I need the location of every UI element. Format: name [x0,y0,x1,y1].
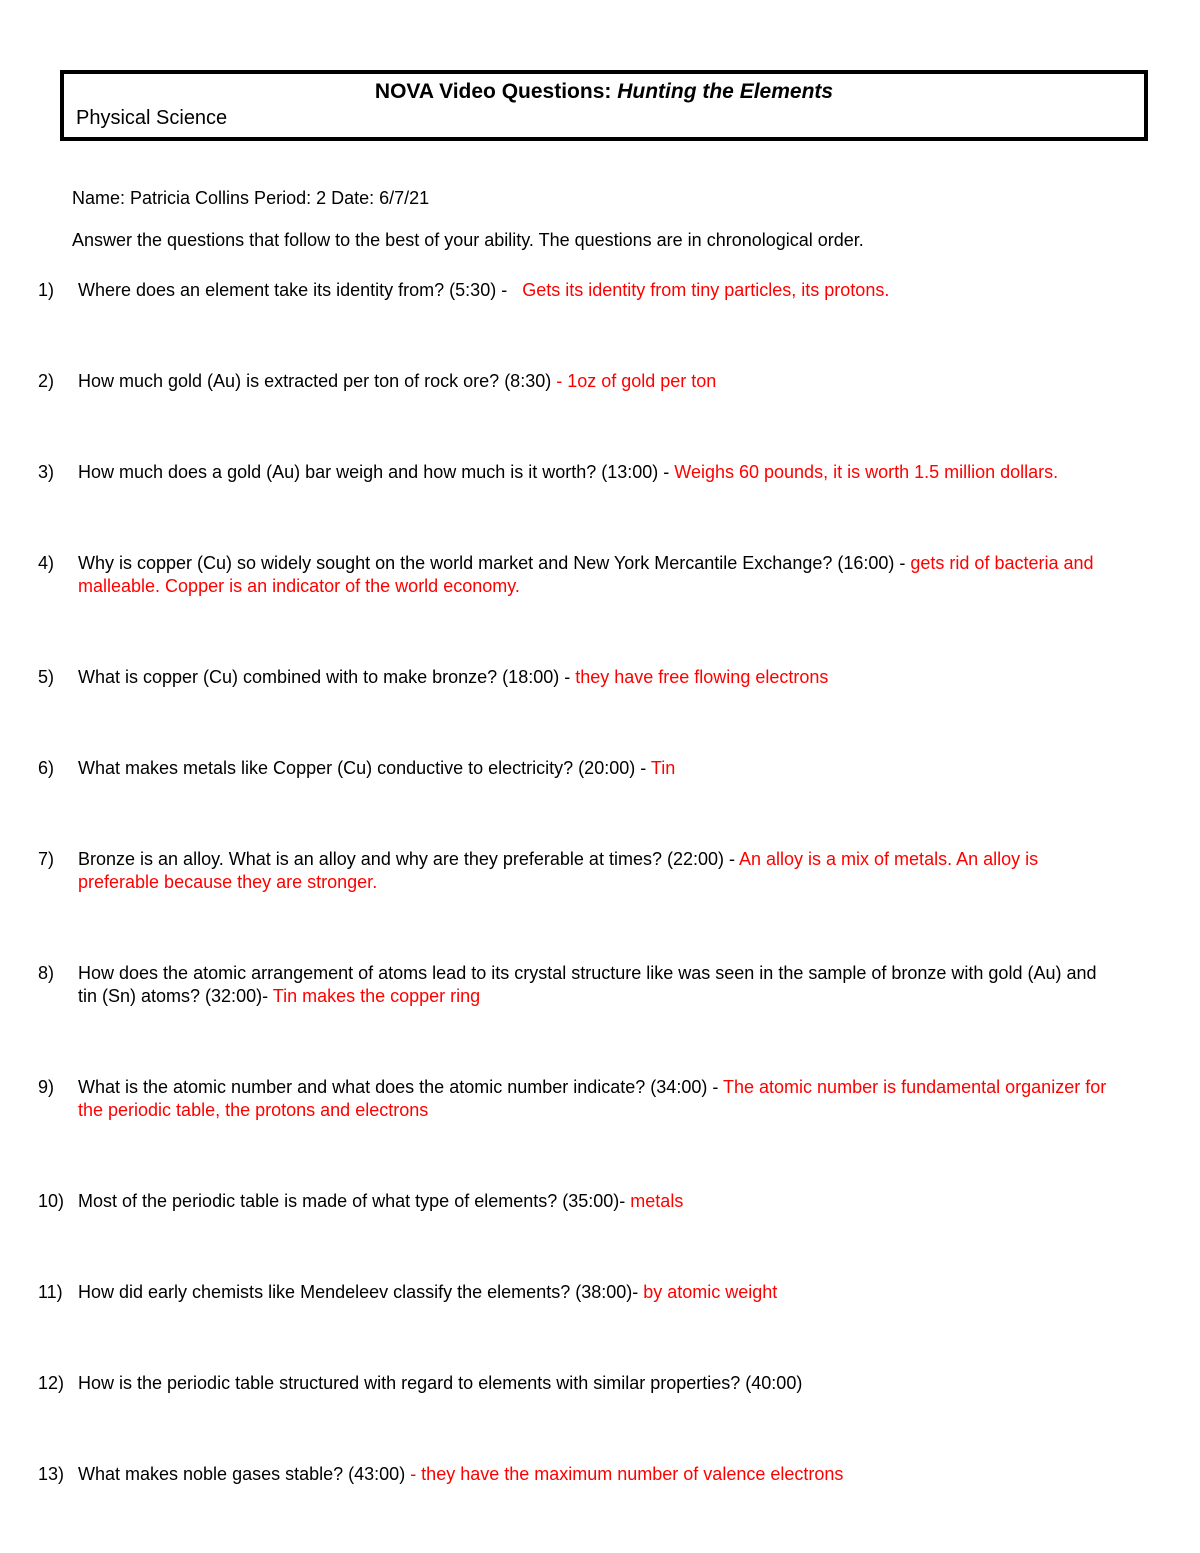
question-number: 5) [38,667,55,687]
question-number: 6) [38,758,55,778]
question-item-12 [38,1372,1115,1395]
question-number: 4) [38,553,55,573]
question-list [0,279,1200,1486]
answer-text: - 1oz of gold per ton [556,371,717,391]
question-number: 12) [38,1373,65,1393]
question-text: Most of the periodic table is made of what type of elements? (35:00)- [78,1191,631,1211]
question-number: 3) [38,462,55,482]
question-number: 10) [38,1191,65,1211]
question-item-4 [38,552,1115,598]
question-text: Where does an element take its identity from? (5:30) - [78,280,523,300]
question-body [78,1076,1115,1122]
question-item-1 [38,279,1115,302]
document-title [76,78,1132,105]
question-text: How does the atomic arrangement of atoms lead to its crystal structure like was seen in the sample of bronze with gold (Au) and tin (Sn) atoms? (32:00)- [78,963,1102,1006]
question-text: What makes metals like Copper (Cu) conductive to electricity? (20:00) - [78,758,651,778]
header-box [60,70,1148,141]
instructions-text: Answer the questions that follow to the best of your ability. The questions are in chronological order. [72,230,864,250]
answer-text: Tin [650,758,676,778]
answer-text: Tin makes the copper ring [272,986,481,1006]
title-prefix: NOVA Video Questions: [374,80,618,103]
name-date-line: Name: Patricia Collins Period: 2 Date: 6/7/21 [72,188,430,208]
answer-text: by atomic weight [643,1282,778,1302]
question-number: 2) [38,371,55,391]
question-item-11 [38,1281,1115,1304]
question-item-3 [38,461,1115,484]
question-item-8 [38,962,1115,1008]
question-item-7 [38,848,1115,894]
question-number: 7) [38,849,55,869]
question-body [78,1190,1115,1213]
question-item-10 [38,1190,1115,1213]
question-text: How did early chemists like Mendeleev classify the elements? (38:00)- [78,1282,644,1302]
question-number: 9) [38,1077,55,1097]
question-text: What is copper (Cu) combined with to make bronze? (18:00) - [78,667,576,687]
question-text: How is the periodic table structured with regard to elements with similar properties? (40:00) [78,1373,803,1393]
question-number: 13) [38,1464,65,1484]
answer-text: Weighs 60 pounds, it is worth 1.5 million dollars. [674,462,1059,482]
question-text: Why is copper (Cu) so widely sought on the world market and New York Mercantile Exchange? (16:00) - [78,553,911,573]
question-body [78,279,1115,302]
answer-text: metals [630,1191,684,1211]
question-item-5 [38,666,1115,689]
question-body [78,1463,1115,1486]
question-body [78,370,1115,393]
question-text: What is the atomic number and what does the atomic number indicate? (34:00) - [78,1077,724,1097]
question-body [78,1372,1115,1395]
course-name: Physical Science [76,107,228,129]
question-body [78,666,1115,689]
question-text: How much does a gold (Au) bar weigh and how much is it worth? (13:00) - [78,462,675,482]
question-item-6 [38,757,1115,780]
title-video-name: Hunting the Elements [617,80,834,103]
question-text: Bronze is an alloy. What is an alloy and why are they preferable at times? (22:00) - [78,849,739,869]
question-body [78,461,1115,484]
question-body [78,1281,1115,1304]
answer-text: - they have the maximum number of valence electrons [410,1464,844,1484]
question-body [78,552,1115,598]
question-item-2 [38,370,1115,393]
question-text: What makes noble gases stable? (43:00) [78,1464,411,1484]
question-number: 8) [38,963,55,983]
question-item-13 [38,1463,1115,1486]
question-body [78,962,1115,1008]
answer-text: they have free flowing electrons [575,667,829,687]
answer-text: Gets its identity from tiny particles, its protons. [522,280,890,300]
question-body [78,757,1115,780]
question-number: 11) [38,1282,63,1302]
answer-text: gets rid of bacteria and malleable. Copper is an indicator of the world economy. [78,553,1099,596]
question-number: 1) [38,280,55,300]
question-text: How much gold (Au) is extracted per ton of rock ore? (8:30) [78,371,557,391]
answer-text: An alloy is a mix of metals. An alloy is preferable because they are stronger. [78,849,1044,892]
question-item-9 [38,1076,1115,1122]
question-body [78,848,1115,894]
answer-text: The atomic number is fundamental organizer for the periodic table, the protons and electrons [78,1077,1112,1120]
